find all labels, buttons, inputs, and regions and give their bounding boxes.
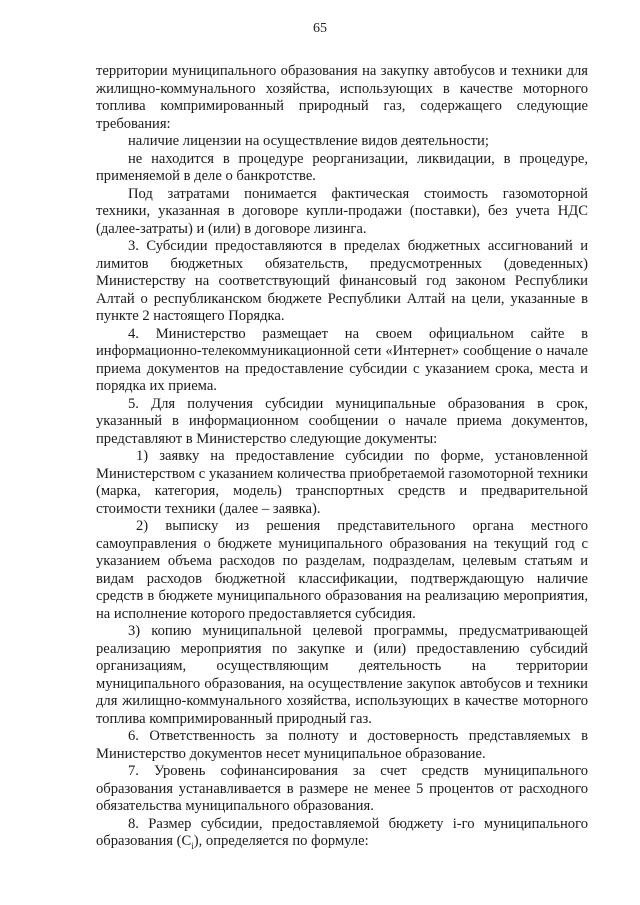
paragraph-subitem-3: 3) копию муниципальной целевой программы, предусматривающей реализацию мероприятия по закупке и (или) предоставлению субсидий организациям, осуществляющим деятельность на территории муниципального образования, на осуществление закупок автобусов и техники для жилищно-коммунального хозяйства, использующих в качестве моторного топлива компримированный природный газ. [96,623,588,727]
paragraph-costs-definition: Под затратами понимается фактическая стоимость газомоторной техники, указанная в договоре купли-продажи (поставки), без учета НДС (далее-затраты) и (или) в договоре лизинга. [96,185,588,237]
paragraph-item-4: 4. Министерство размещает на своем официальном сайте в информационно-телекоммуникационной сети «Интернет» сообщение о начале приема документов на предоставление субсидии с указанием срока, места и порядка их приема. [96,325,588,394]
item-8-text-end: ), определяется по формуле: [193,833,369,849]
paragraph-requirements-intro: территории муниципального образования на закупку автобусов и техники для жилищно-коммунального хозяйства, использующих в качестве моторного топлива компримированный природный газ, содержащего следующие требования: [96,63,588,132]
paragraph-item-7: 7. Уровень софинансирования за счет средств муниципального образования устанавливается в размере не менее 5 процентов от расходного обязательства муниципального образования. [96,763,588,814]
paragraph-item-8 [96,816,588,851]
item-8-text-start: 8. Размер субсидии, предоставляемой бюджету i-го муниципального образования (С [96,815,588,849]
document-body [96,63,588,851]
item-8-subscript: i [191,840,194,851]
paragraph-subitem-2: 2) выписку из решения представительного органа местного самоуправления о бюджете муниципального образования на текущий год с указанием объема расходов по разделам, подразделам, целевым статьям и видам расходов бюджетной классификации, подтверждающую наличие средств в бюджете муниципального образования на реализацию мероприятия, на исполнение которого предоставляется субсидия. [96,518,588,622]
page-number: 65 [313,21,327,36]
paragraph-no-reorganization: не находится в процедуре реорганизации, ликвидации, в процедуре, применяемой в деле о банкротстве. [96,150,588,184]
paragraph-license: наличие лицензии на осуществление видов деятельности; [128,133,489,149]
paragraph-item-5: 5. Для получения субсидии муниципальные образования в срок, указанный в информационном сообщении о начале приема документов, представляют в Министерство следующие документы: [96,395,588,447]
paragraph-item-3: 3. Субсидии предоставляются в пределах бюджетных ассигнований и лимитов бюджетных обязательств, предусмотренных (доведенных) Министерству на соответствующий финансовый год законом Республики Алтай о республиканском бюджете Республики Алтай на цели, указанные в пункте 2 настоящего Порядка. [96,238,588,324]
paragraph-subitem-1: 1) заявку на предоставление субсидии по форме, установленной Министерством с указанием количества приобретаемой газомоторной техники (марка, категория, модель) транспортных средств и предварительной стоимости техники (далее – заявка). [96,448,588,517]
paragraph-item-6: 6. Ответственность за полноту и достоверность представляемых в Министерство документов несет муниципальное образование. [96,728,588,762]
